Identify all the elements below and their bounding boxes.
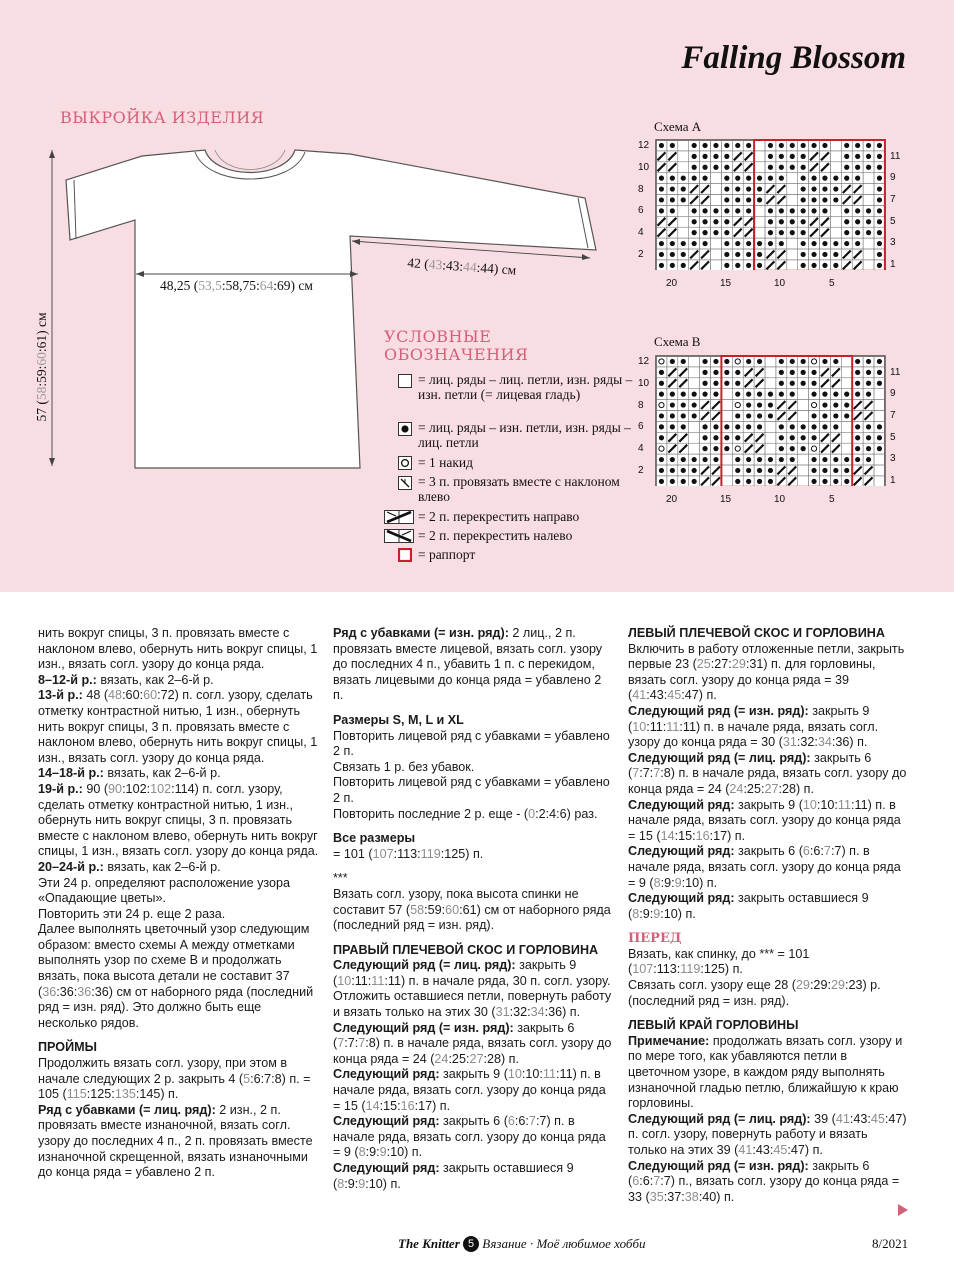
text-column-2: Ряд с убавками (= изн. ряд): 2 лиц., 2 п. провязать вместе лицевой, вязать согл. узору до последних 4 п., убавить 1 п. с перекидом, вязать лицевыми до конца ряда = убавлено 2 п. Размеры S, M, L и XL Повторить лицевой ряд с убавками = убавлено 2 п. Связать 1 р. без убавок. Повторить лицевой ряд с убавками = убавлено 2 п. Повторить последние 2 р. еще - (0:2:4:6) раз. Все размеры = 101 (107:113:119:125) п. *** Вязать согл. узору, пока высота спинки не составит 57 (58:59:60:61) см от наборного ряда (последний ряд = изн. ряд). ПРАВЫЙ ПЛЕЧЕВОЙ СКОС И ГОРЛОВИНА Следующий ряд (= лиц. ряд): закрыть 9 (10:11:11:11) п. в начале ряда, 30 п. согл. узору. Отложить оставшиеся петли, повернуть работу и вязать только на этих 30 (31:32:34:36) п. Следующий ряд (= изн. ряд): закрыть 6 (7:7:7:8) п. в начале ряда, вязать согл. узору до конца ряда = 24 (24:25:27:28) п. Следующий ряд: закрыть 9 (10:10:11:11) п. в начале ряда, вязать согл. узору до конца ряда = 15 (14:15:16:17) п. Следующий ряд: закрыть 6 (6:6:7:7) п. в начале ряда, вязать согл. узору до конца ряда = 9 (8:9:9:10) п. Следующий ряд: закрыть оставшиеся 9 (8:9:9:10) п. <box>333 626 615 1192</box>
section-heading-armholes: ПРОЙМЫ <box>38 1040 97 1055</box>
body-width-label: 48,25 (53,5:58,75:64:69) см <box>160 278 313 293</box>
chart-a-col-label: 5 <box>829 278 835 289</box>
chart-a-col-label: 10 <box>774 278 786 289</box>
section-heading-front: ПЕРЕД <box>628 931 682 947</box>
chart-b-row-label-right: 3 <box>890 453 896 464</box>
empty-square-icon <box>398 374 412 388</box>
footer-brand: The Knitter 5 Вязание · Моё любимое хобби <box>398 1236 646 1251</box>
chart-b-row-label-right: 1 <box>890 475 896 486</box>
chart-b-row-label-right: 7 <box>890 410 896 421</box>
chart-a-row-label-right: 3 <box>890 237 896 248</box>
chart-a-row-label-left: 2 <box>638 249 644 260</box>
chart-b-row-label-left: 6 <box>638 421 644 432</box>
chart-b-row-label-left: 2 <box>638 465 644 476</box>
chart-a-row-label-left: 10 <box>638 162 650 173</box>
chart-b-row-label-left: 12 <box>638 356 650 367</box>
chart-b-row-label-left: 4 <box>638 443 644 454</box>
continue-arrow-icon <box>898 1204 908 1216</box>
chart-b-row-label-right: 5 <box>890 432 896 443</box>
legend-item-cross-right: = 2 п. перекрестить направо <box>398 509 638 525</box>
cross-right-icon <box>384 510 414 524</box>
legend-item-purl: = лиц. ряды – изн. петли, изн. ряды – лиц. петли <box>398 420 638 452</box>
chart-b-col-label: 20 <box>666 494 678 505</box>
chart-b-row-label-right: 9 <box>890 388 896 399</box>
chart-b-grid <box>654 354 886 486</box>
slant-left-icon <box>398 476 412 490</box>
chart-a-label: Схема А <box>654 119 702 134</box>
legend-item-repeat: = раппорт <box>398 547 638 563</box>
sleeve-length-label: 42 (43:43:44:44) см <box>406 255 517 278</box>
page-title: Falling Blossom <box>681 40 906 76</box>
pattern-heading: ВЫКРОЙКА ИЗДЕЛИЯ <box>60 108 265 127</box>
legend-item-yarnover: = 1 накид <box>398 455 638 471</box>
section-heading-right-shoulder: ПРАВЫЙ ПЛЕЧЕВОЙ СКОС И ГОРЛОВИНА <box>333 942 599 957</box>
chart-a-row-label-left: 12 <box>638 140 650 151</box>
chart-a-row-label-right: 11 <box>890 151 901 162</box>
legend-item-k3tog: = 3 п. провязать вместе с наклоном влево <box>398 474 638 506</box>
chart-a-row-label-right: 5 <box>890 216 896 227</box>
chart-a-col-label: 15 <box>720 278 732 289</box>
chart-a-row-label-left: 6 <box>638 205 644 216</box>
legend-heading: УСЛОВНЫЕ ОБОЗНАЧЕНИЯ <box>384 327 529 364</box>
cross-left-icon <box>384 529 414 543</box>
chart-b-row-label-left: 8 <box>638 400 644 411</box>
issue-number: 8/2021 <box>872 1236 909 1251</box>
chart-b-row-label-left: 10 <box>638 378 650 389</box>
legend-item-knit: = лиц. ряды – лиц. петли, изн. ряды – изн. петли (= лицевая гладь) <box>398 372 638 418</box>
text-column-3: ЛЕВЫЙ ПЛЕЧЕВОЙ СКОС И ГОРЛОВИНА Включить в работу отложенные петли, закрыть первые 23 (25:27:29:31) п. для горловины, вязать согл. узору до конца ряда = 39 (41:43:45:47) п. Следующий ряд (= изн. ряд): закрыть 9 (10:11:11:11) п. в начале ряда, вязать согл. узору до конца ряда = 30 (31:32:34:36) п. Следующий ряд (= лиц. ряд): закрыть 6 (7:7:7:8) п. в начале ряда, вязать согл. узору до конца ряда = 24 (24:25:27:28) п. Следующий ряд: закрыть 9 (10:10:11:11) п. в начале ряда, вязать согл. узору до конца ряда = 15 (14:15:16:17) п. Следующий ряд: закрыть 6 (6:6:7:7) п. в начале ряда, вязать согл. узору до конца ряда = 9 (8:9:9:10) п. Следующий ряд: закрыть оставшиеся 9 (8:9:9:10) п. ПЕРЕД Вязать, как спинку, до *** = 101 (107:113:119:125) п. Связать согл. узору еще 28 (29:29:29:23) р. (последний ряд = изн. ряд). ЛЕВЫЙ КРАЙ ГОРЛОВИНЫ Примечание: продолжать вязать согл. узору и по мере того, как убавляются петли в цветочном узоре, в каждом ряду выполнять изнаночной гладью петлю, ближайшую к краю горловины. Следующий ряд (= лиц. ряд): 39 (41:43:45:47) п. согл. узору, повернуть работу и вязать только на этих 39 (41:43:45:47) п. Следующий ряд (= изн. ряд): закрыть 6 (6:6:7:7) п., вязать согл. узору до конца ряда = 33 (35:37:38:40) п. <box>628 626 910 1205</box>
page-number-badge: 5 <box>463 1236 479 1252</box>
legend-item-cross-left: = 2 п. перекрестить налево <box>398 528 638 544</box>
dot-square-icon <box>398 422 412 436</box>
text-column-1: нить вокруг спицы, 3 п. провязать вместе с наклоном влево, обернуть нить вокруг спицы, 1 изн., вязать согл. узору до конца ряда. 8–12-й р.: вязать, как 2–6-й р. 13-й р.: 48 (48:60:60:72) п. согл. узору, сделать отметку контрастной нитью, 1 изн., обернуть нить вокруг спицы, 3 п. провязать вместе с наклоном влево, обернуть нить вокруг спицы, 1 изн., вязать согл. узору до конца ряда. 14–18-й р.: вязать, как 2–6-й р. 19-й р.: 90 (90:102:102:114) п. согл. узору, сделать отметку контрастной нитью, 1 изн., обернуть нить вокруг спицы, 3 п. провязать вместе с наклоном влево, обернуть нить вокруг спицы, 1 изн., вязать согл. узору до конца ряда. 20–24-й р.: вязать, как 2–6-й р. Эти 24 р. определяют расположение узора «Опадающие цветы». Повторить эти 24 р. еще 2 раза. Далее выполнять цветочный узор следующим образом: вместо схемы А между отметками выполнять узор по схеме В и продолжать вязать, пока высота детали не составит 37 (36:36:36:36) см от наборного ряда (последний ряд = изн. ряд). Это должно быть еще несколько рядов. ПРОЙМЫ Продолжить вязать согл. узору, при этом в начале следующих 2 р. закрыть 4 (5:6:7:8) п. = 105 (115:125:135:145) п. Ряд с убавками (= лиц. ряд): 2 изн., 2 п. провязать вместе изнаночной, вязать согл. узору до последних 4 п., 2 п. провязать вместе изнаночной скрещенной, вязать изнаночными до конца ряда = убавлено 2 п. <box>38 626 319 1180</box>
chart-a-row-label-left: 4 <box>638 227 644 238</box>
chart-a-row-label-left: 8 <box>638 184 644 195</box>
section-heading-left-shoulder: ЛЕВЫЙ ПЛЕЧЕВОЙ СКОС И ГОРЛОВИНА <box>628 626 885 640</box>
chart-a-col-label: 20 <box>666 278 678 289</box>
chart-b-col-label: 5 <box>829 494 835 505</box>
chart-a-grid <box>654 138 886 270</box>
chart-b-col-label: 15 <box>720 494 732 505</box>
body-height-label: 57 (58:59:60:61) см <box>34 312 49 422</box>
chart-a-row-label-right: 9 <box>890 172 896 183</box>
chart-b-label: Схема В <box>654 334 701 349</box>
chart-a-row-label-right: 7 <box>890 194 896 205</box>
chart-b-col-label: 10 <box>774 494 786 505</box>
chart-b-row-label-right: 11 <box>890 367 901 378</box>
repeat-box-icon <box>398 548 412 562</box>
chart-a-row-label-right: 1 <box>890 259 896 270</box>
section-heading-left-neck: ЛЕВЫЙ КРАЙ ГОРЛОВИНЫ <box>628 1018 799 1033</box>
ring-square-icon <box>398 456 412 470</box>
